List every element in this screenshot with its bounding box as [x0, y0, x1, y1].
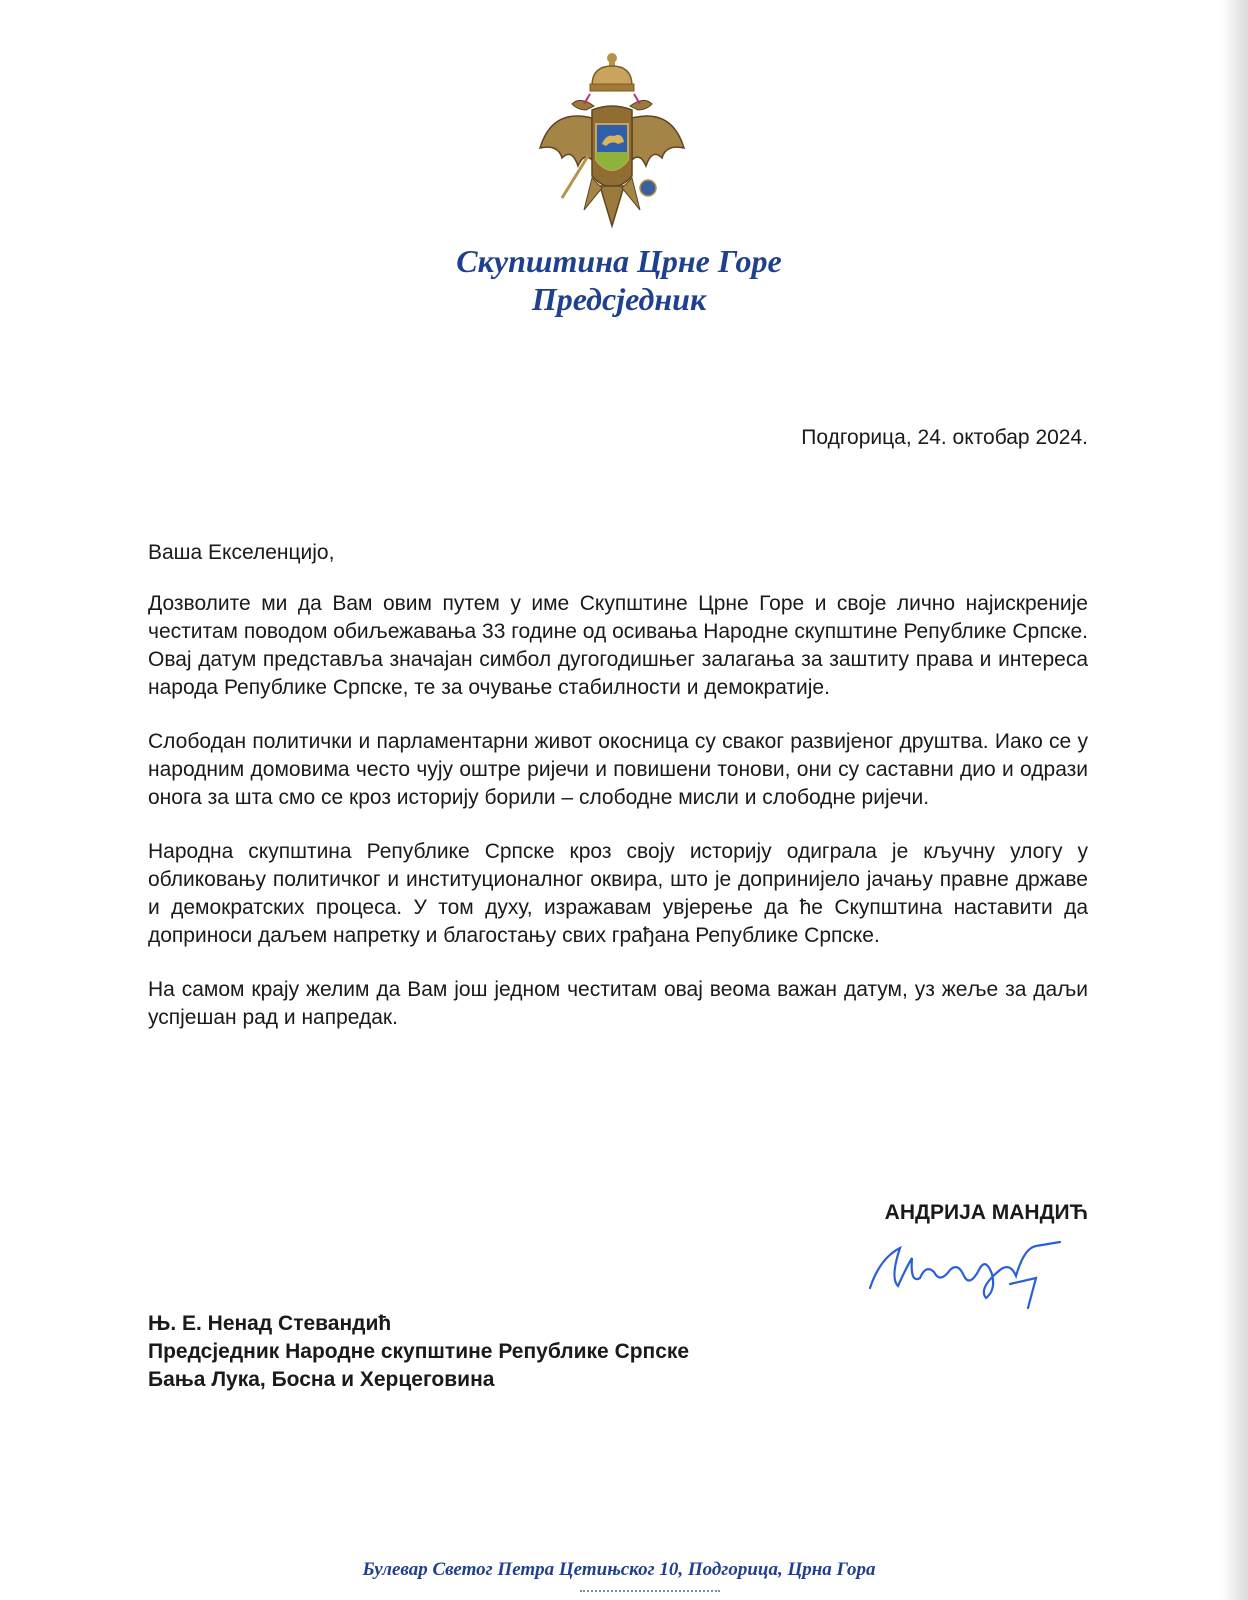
paragraph: Слободан политички и парламентарни живот окосница су сваког развијеног друштва. Иако се у народним домовима често чују оштре ријечи и повишени тонови, они су саставни дио и одрази онога за шта смо се кроз историју борили – слободне мисли и слободне ријечи. — [148, 730, 1088, 809]
office-title: Предсједник — [531, 281, 707, 317]
sender-name: АНДРИЈА МАНДИЋ — [884, 1201, 1088, 1224]
handwritten-signature — [860, 1228, 1100, 1318]
crown — [590, 53, 634, 91]
coat-of-arms-emblem — [532, 48, 692, 233]
salutation: Ваша Екселенцијо, — [148, 541, 335, 564]
paragraph: Народна скупштина Републике Српске кроз своју историју одиграла је кључну улогу у обликовању политичког и институционалног оквира, што је допринијело јачању правне државе и демократских процеса. У том духу, изражавам увјерење да ће Скупштина наставити да доприноси даљем напретку и благостању свих грађана Републике Српске. — [148, 840, 1088, 947]
institution-name: Скупштина Црне Горе — [456, 243, 782, 279]
date-line: Подгорица, 24. октобар 2024. — [801, 426, 1088, 449]
paragraph: Дозволите ми да Вам овим путем у име Скупштине Црне Горе и своје лично најискреније честитам поводом обиљежавања 33 године од осивања Народне скупштине Републике Српске. Овај датум представља значајан симбол дугогодишњег залагања за заштиту права и интереса народа Републике Српске, те за очување стабилности и демократије. — [148, 592, 1088, 699]
letterhead — [0, 242, 1238, 318]
recipient-block — [148, 1310, 689, 1394]
footer-cutoff-line — [580, 1590, 720, 1596]
recipient-location: Бања Лука, Босна и Херцеговина — [148, 1368, 495, 1391]
page-edge-shadow — [1222, 0, 1248, 1600]
footer-address: Булевар Светог Петра Цетињског 10, Подгорица, Црна Гора — [362, 1559, 876, 1580]
paragraph: На самом крају желим да Вам још једном честитам овај веома важан датум, уз жеље за даљи успјешан рад и напредак. — [148, 978, 1088, 1029]
letter-body — [148, 590, 1088, 1058]
shield — [596, 124, 628, 170]
recipient-name: Њ. Е. Ненад Стевандић — [148, 1312, 392, 1335]
recipient-title: Предсједник Народне скупштине Републике Српске — [148, 1340, 690, 1363]
